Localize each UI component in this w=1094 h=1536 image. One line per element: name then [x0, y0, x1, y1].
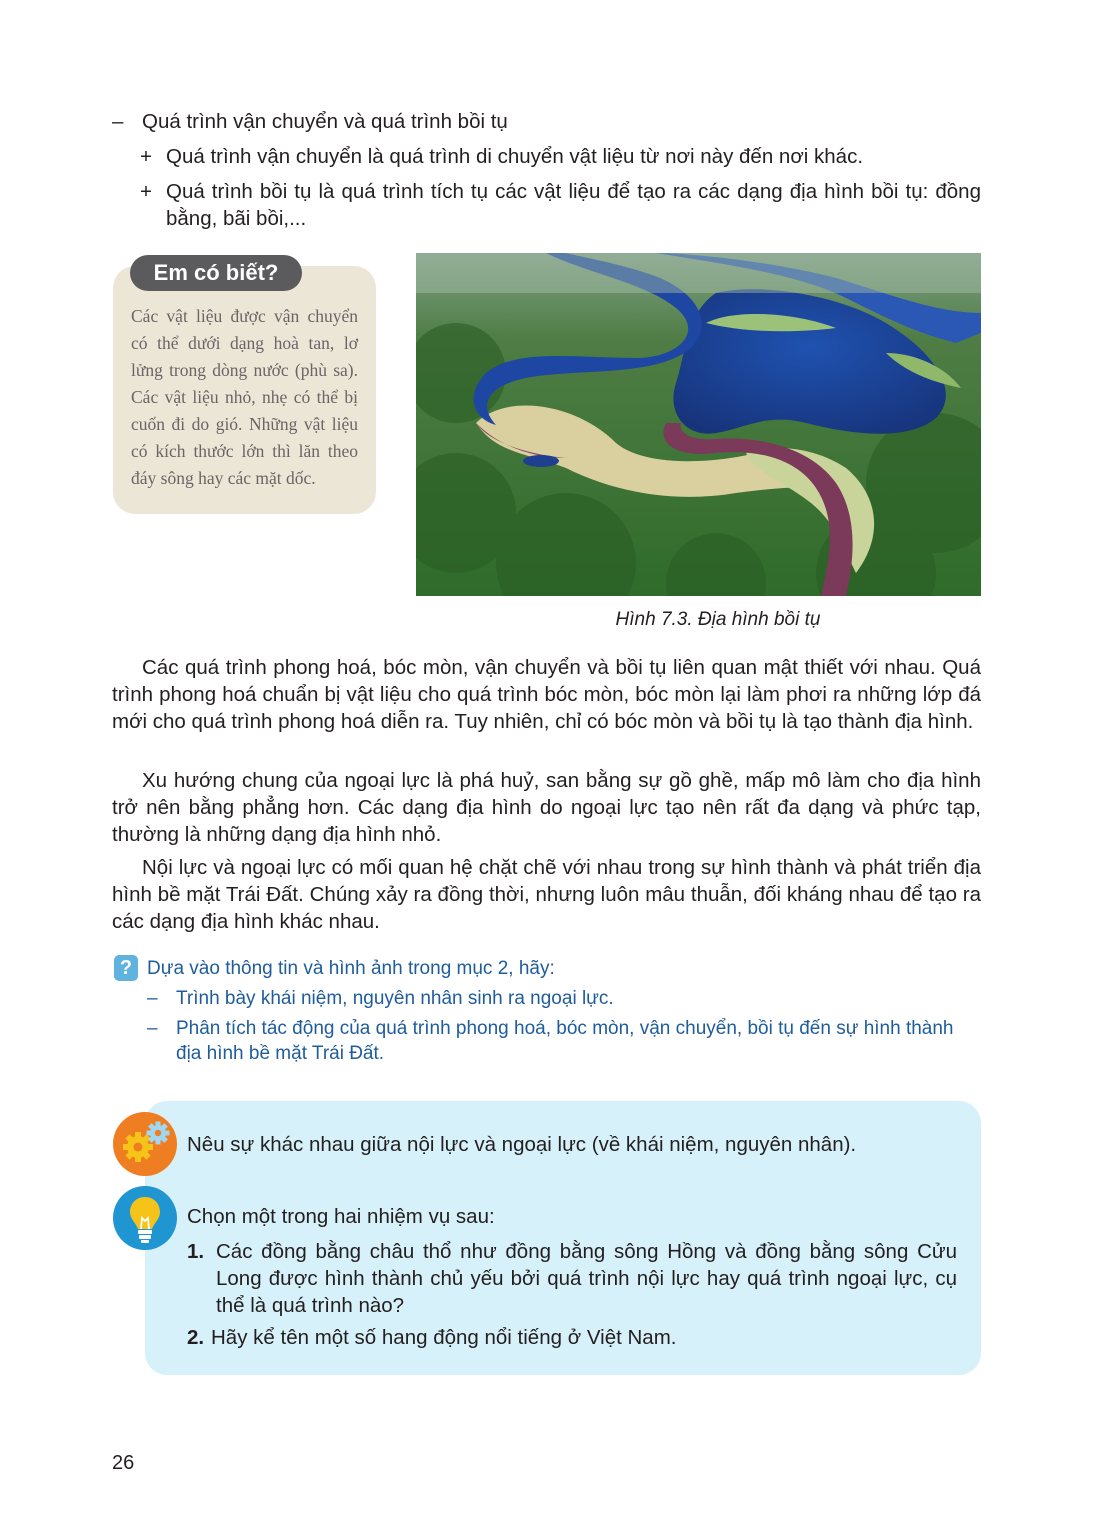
dash-bullet: – — [147, 1018, 158, 1039]
paragraph-3: Nội lực và ngoại lực có mối quan hệ chặt chẽ với nhau trong sự hình thành và phát triển địa hình bề mặt Trái Đất. Chúng xảy ra đồng thời, nhưng luôn mâu thuẫn, đối kháng nhau để tạo ra các dạng địa hình khác nhau. — [112, 856, 981, 933]
figure-caption: Hình 7.3. Địa hình bồi tụ — [615, 609, 821, 630]
lightbulb-icon — [113, 1186, 177, 1250]
transport-heading: Quá trình vận chuyển và quá trình bồi tụ — [142, 110, 508, 133]
dash-bullet: – — [147, 988, 158, 1009]
did-you-know-title: Em có biết? — [130, 255, 302, 291]
task-number: 2. — [187, 1326, 205, 1349]
dash-bullet: – — [112, 110, 124, 133]
apply-task-2-text: Hãy kể tên một số hang động nổi tiếng ở Việt Nam. — [211, 1326, 677, 1349]
paragraph-1: Các quá trình phong hoá, bóc mòn, vận chuyển và bồi tụ liên quan mật thiết với nhau. Quá trình phong hoá chuẩn bị vật liệu cho quá trình bóc mòn, bóc mòn lại làm phơi ra những lớp đá mới cho quá trình phong hoá diễn ra. Tuy nhiên, chỉ có bóc mòn và bồi tụ là tạo thành địa hình. — [112, 656, 981, 733]
transport-bullet-1-text: Quá trình vận chuyển là quá trình di chuyển vật liệu từ nơi này đến nơi khác. — [166, 145, 864, 168]
task-number: 1. — [187, 1240, 205, 1263]
apply-task-1-text: Các đồng bằng châu thổ như đồng bằng sông Hồng và đồng bằng sông Cửu Long được hình thành chủ yếu bởi quá trình nội lực hay quá trình ngoại lực, cụ thể là quá trình nào? — [216, 1240, 957, 1317]
page-number: 26 — [112, 1452, 135, 1474]
did-you-know-text: Các vật liệu được vận chuyển có thể dưới dạng hoà tan, lơ lửng trong dòng nước (phù sa). Các vật liệu nhỏ, nhẹ có thể bị cuốn đi do gió. Những vật liệu có kích thước lớn thì lăn theo đáy sông hay các mặt dốc. — [131, 306, 358, 488]
practice-text: Nêu sự khác nhau giữa nội lực và ngoại lực (về khái niệm, nguyên nhân). — [187, 1133, 857, 1156]
plus-bullet: + — [140, 145, 152, 168]
question-item-2-text: Phân tích tác động của quá trình phong hoá, bóc mòn, vận chuyển, bồi tụ đến sự hình thành địa hình bề mặt Trái Đất. — [176, 1018, 954, 1064]
transport-heading-line — [0, 108, 1094, 136]
question-icon: ? — [114, 955, 138, 981]
transport-bullet-2-text: Quá trình bồi tụ là quá trình tích tụ các vật liệu để tạo ra các dạng địa hình bồi tụ: đồng bằng, bãi bồi,... — [166, 180, 981, 230]
plus-bullet: + — [140, 180, 152, 203]
gears-icon — [113, 1112, 177, 1176]
question-item-1-text: Trình bày khái niệm, nguyên nhân sinh ra ngoại lực. — [176, 988, 614, 1009]
question-prompt: Dựa vào thông tin và hình ảnh trong mục 2, hãy: — [147, 958, 555, 979]
paragraph-2: Xu hướng chung của ngoại lực là phá huỷ, san bằng sự gồ ghề, mấp mô làm cho địa hình trở nên bằng phẳng hơn. Các dạng địa hình do ngoại lực tạo nên rất đa dạng và phức tạp, thường là những dạng địa hình nhỏ. — [112, 769, 981, 846]
apply-intro: Chọn một trong hai nhiệm vụ sau: — [187, 1205, 495, 1228]
river-deposition-photo — [416, 253, 981, 596]
